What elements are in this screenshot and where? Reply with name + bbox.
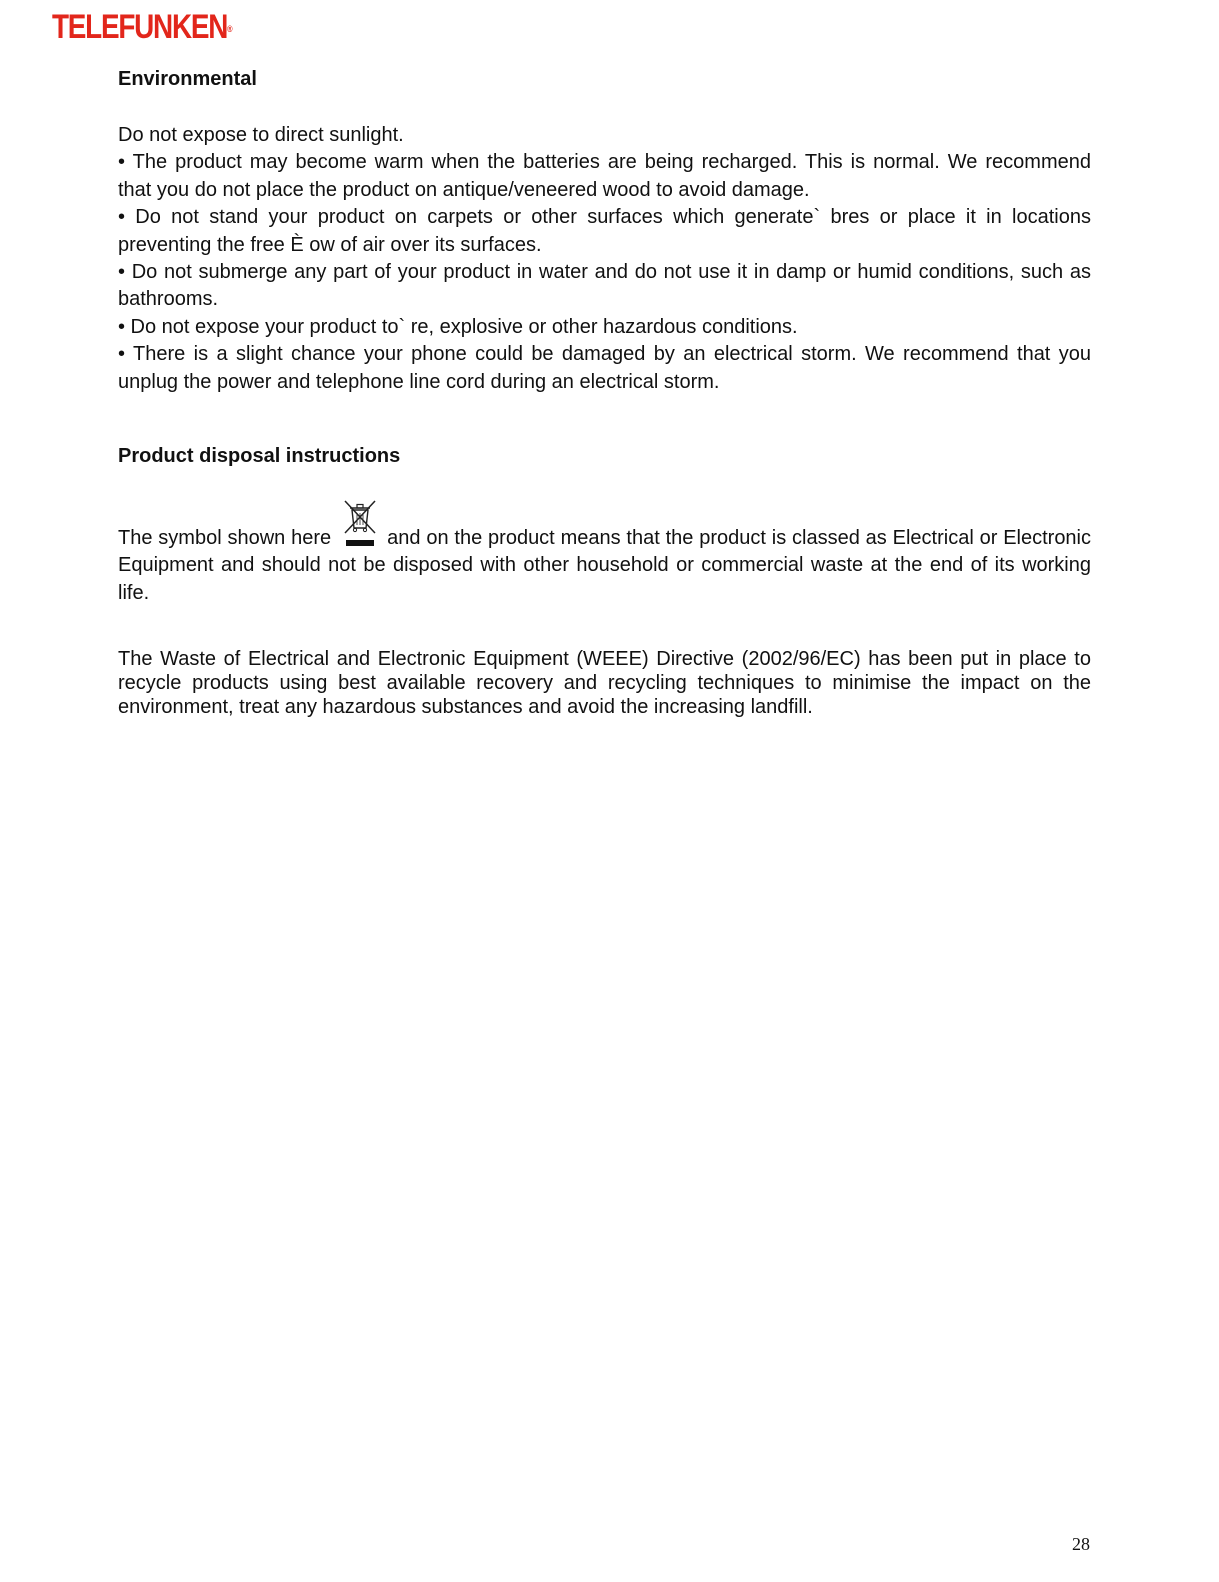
telefunken-logo (52, 10, 272, 44)
environmental-section (118, 66, 1091, 93)
disposal-section (118, 443, 1091, 470)
logo-text: TELEFUNKEN (52, 8, 228, 46)
registered-mark: ® (227, 24, 233, 34)
weee-paragraph: The Waste of Electrical and Electronic Equipment (WEEE) Directive (2002/96/EC) has been put in place to recycle products using best available recovery and recycling techniques to minimise the impact on the environment, treat any hazardous substances and avoid the increasing landfill. (118, 648, 1091, 718)
environmental-heading: Environmental (118, 68, 257, 90)
environmental-bullet: • Do not submerge any part of your product in water and do not use it in damp or humid conditions, such as bathrooms. (118, 261, 1091, 311)
environmental-bullet: • Do not expose your product to` re, explosive or other hazardous conditions. (118, 315, 798, 338)
weee-crossed-bin-icon (343, 498, 377, 548)
symbol-text-after: and on the product means that the product is classed as Electrical or Electronic Equipment and should not be disposed with other household or commercial waste at the end of its working life. (118, 527, 1092, 604)
environmental-bullet: • Do not stand your product on carpets or other surfaces which generate` bres or place it in locations preventing the free È ow of air over its surfaces. (118, 206, 1091, 256)
environmental-intro: Do not expose to direct sunlight. (118, 124, 404, 146)
symbol-paragraph (118, 498, 1091, 607)
symbol-text-before: The symbol shown here (118, 527, 332, 549)
disposal-symbol-paragraph (118, 498, 1091, 607)
weee-section (118, 647, 1091, 719)
page-number: 28 (1072, 1534, 1090, 1554)
environmental-body (118, 122, 1091, 396)
environmental-bullet: • There is a slight chance your phone could be damaged by an electrical storm. We recommend that you unplug the power and telephone line cord during an electrical storm. (118, 343, 1091, 393)
environmental-bullet: • The product may become warm when the batteries are being recharged. This is normal. We recommend that you do not place the product on antique/veneered wood to avoid damage. (118, 151, 1091, 201)
disposal-heading: Product disposal instructions (118, 445, 401, 467)
